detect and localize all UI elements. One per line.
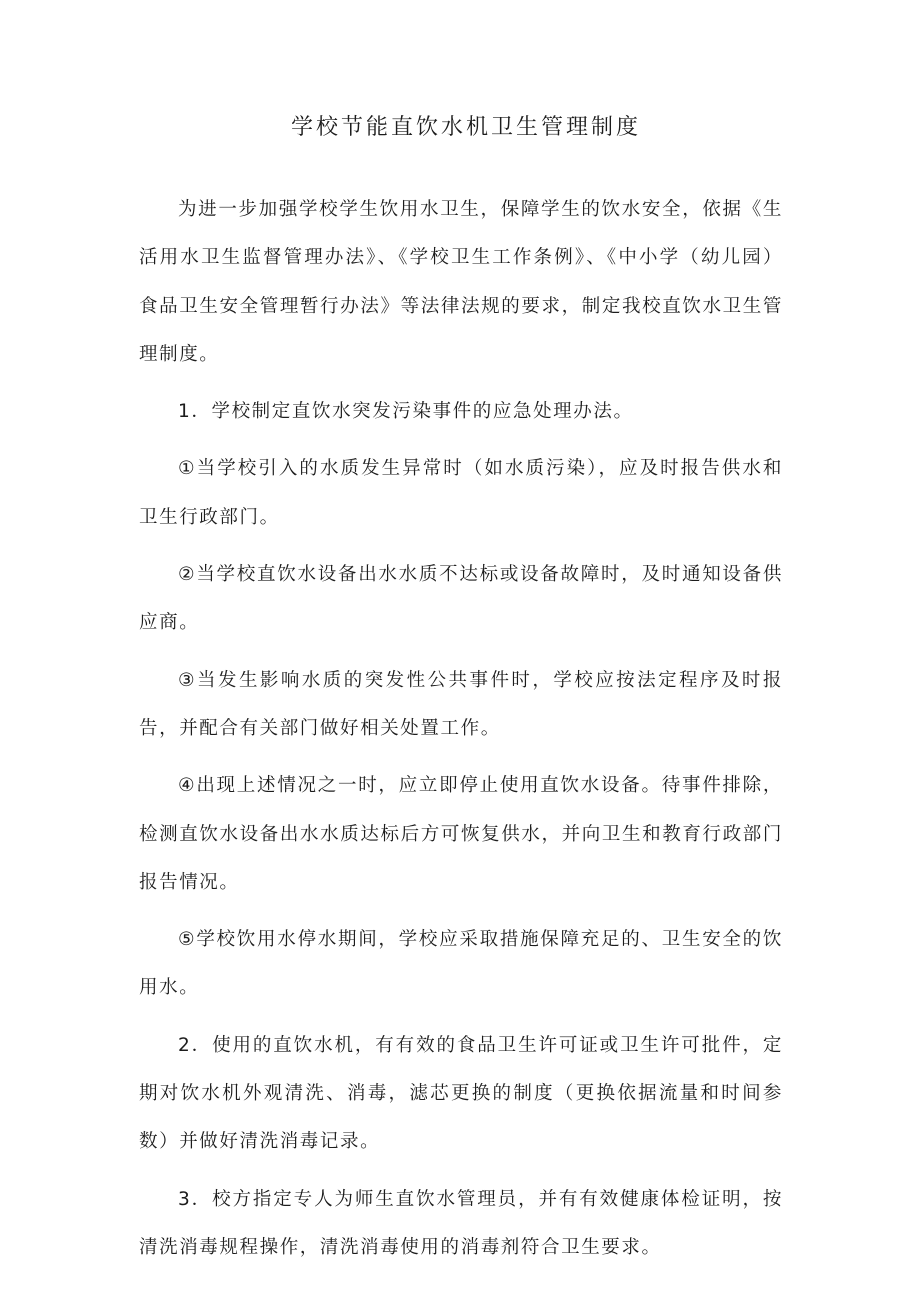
document-title: 学校节能直饮水机卫生管理制度 bbox=[290, 115, 641, 140]
paragraph-item-1-sub-1: ①当学校引入的水质发生异常时（如水质污染），应及时报告供水和卫生行政部门。 bbox=[139, 458, 783, 528]
paragraph-intro: 为进一步加强学校学生饮用水卫生，保障学生的饮水安全，依据《生活用水卫生监督管理办法》、《学校卫生工作条例》、《中小学（幼儿园）食品卫生安全管理暂行办法》等法律法规的要求，制定我校直饮水卫生管理制度。 bbox=[139, 199, 783, 365]
paragraph-item-2: 2．使用的直饮水机，有有效的食品卫生许可证或卫生许可批件，定期对饮水机外观清洗、消毒，滤芯更换的制度（更换依据流量和时间参数）并做好清洗消毒记录。 bbox=[139, 1034, 783, 1153]
paragraph-item-1-sub-3: ③当发生影响水质的突发性公共事件时，学校应按法定程序及时报告，并配合有关部门做好相关处置工作。 bbox=[139, 669, 783, 739]
paragraph-item-1-sub-4: ④出现上述情况之一时，应立即停止使用直饮水设备。待事件排除，检测直饮水设备出水水质达标后方可恢复供水，并向卫生和教育行政部门报告情况。 bbox=[139, 775, 783, 893]
paragraph-item-3: 3．校方指定专人为师生直饮水管理员，并有有效健康体检证明，按清洗消毒规程操作，清洗消毒使用的消毒剂符合卫生要求。 bbox=[139, 1188, 783, 1258]
paragraph-item-1: 1．学校制定直饮水突发污染事件的应急处理办法。 bbox=[178, 401, 634, 423]
paragraph-item-1-sub-5: ⑤学校饮用水停水期间，学校应采取措施保障充足的、卫生安全的饮用水。 bbox=[139, 929, 783, 999]
paragraph-item-1-sub-2: ②当学校直饮水设备出水水质不达标或设备故障时，及时通知设备供应商。 bbox=[139, 564, 783, 634]
